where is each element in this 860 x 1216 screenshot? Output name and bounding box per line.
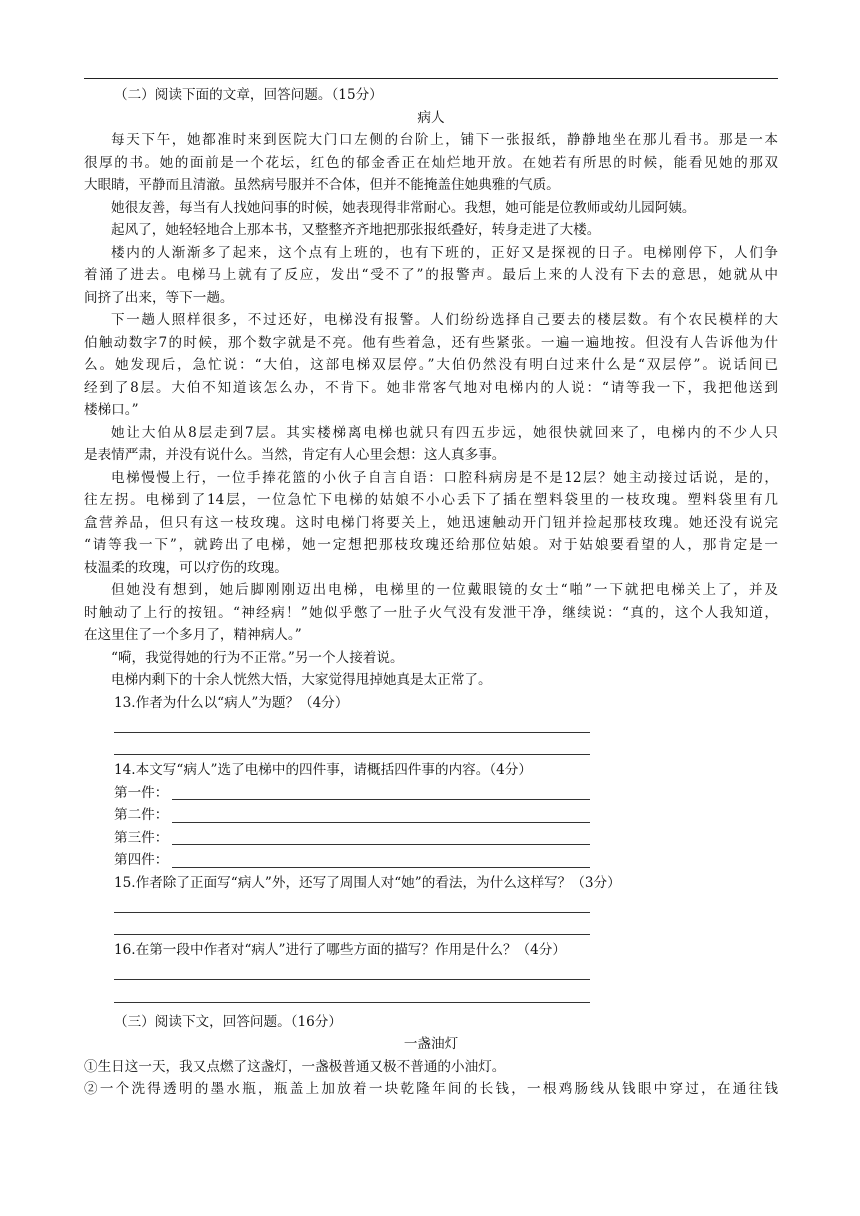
paragraph-line: 盒营养品，但只有这一枝玫瑰。这时电梯门将要关上，她迅速触动开门钮并捡起那枝玫瑰。她还没有说完 (84, 514, 778, 531)
paragraph-line: 起风了，她轻轻地合上那本书，又整整齐齐地把那张报纸叠好，转身走进了大楼。 (111, 222, 601, 238)
paragraph-line: 间挤了出来，等下一趟。 (84, 289, 234, 306)
paragraph-line: 下一趟人照样很多，不过还好，电梯没有报警。人们纷纷选择自己要去的楼层数。有个农民模样的大 (111, 312, 778, 328)
question-16: 16.在第一段中作者对“病人”进行了哪些方面的描写？作用是什么？（4分） (114, 942, 566, 958)
paragraph-line: 是表情严肃，并没有说什么。当然，肯定有人心里会想：这人真多事。 (84, 447, 506, 463)
paragraph-line: ①生日这一天，我又点燃了这盏灯，一盏极普通又极不普通的小油灯。 (84, 1058, 506, 1075)
paragraph-line: 她让大伯从8层走到7层。其实楼梯离电梯也就只有四五步远，她很快就回来了，电梯内的不少人只 (111, 424, 778, 441)
q14-item-label: 第一件： (114, 784, 169, 801)
answer-line-q16-2[interactable] (84, 984, 778, 1007)
paragraph-line: 在这里住了一个多月了，精神病人。” (84, 627, 302, 643)
paragraph-line: 电梯慢慢上行，一位手捧花篮的小伙子自言自语：口腔科病房是不是12层？她主动接过话说，是的， (111, 469, 778, 486)
section-3-heading: （三）阅读下文，回答问题。（16分） (114, 1013, 342, 1030)
paragraph-line: 楼内的人渐渐多了起来，这个点有上班的，也有下班的，正好又是探视的日子。电梯刚停下，人们争 (111, 244, 778, 261)
answer-line-q15-1[interactable] (84, 894, 778, 917)
page-content (84, 84, 778, 1101)
answer-line-q13-1[interactable] (84, 714, 778, 737)
paragraph-line: 经到了8层。大伯不知道该怎么办，不肯下。她非常客气地对电梯内的人说：“请等我一下，我把他送到 (84, 379, 778, 396)
paragraph-line: 往左拐。电梯到了14层，一位急忙下电梯的姑娘不小心丢下了插在塑料袋里的一枝玫瑰。塑料袋里有几 (84, 492, 778, 508)
q14-item-4 (84, 849, 778, 872)
paragraph-line: 大眼睛，平静而且清澈。虽然病号服并不合体，但并不能掩盖住她典雅的气质。 (84, 177, 560, 193)
answer-line-q14-3[interactable] (172, 844, 590, 845)
answer-line-q14-1[interactable] (172, 799, 590, 800)
paragraph-line: 时触动了上行的按钮。“神经病！”她似乎憋了一肚子火气没有发泄干净，继续说：“真的，这个人我知道， (84, 604, 778, 621)
answer-line-q13-2[interactable] (84, 737, 778, 760)
paragraph-line: “嗬，我觉得她的行为不正常。”另一个人接着说。 (111, 649, 404, 666)
paragraph-line: “请等我一下”，就跨出了电梯，她一定想把那枝玫瑰还给那位姑娘。对于姑娘要看望的人，那肯定是一 (84, 537, 778, 553)
question-15: 15.作者除了正面写“病人”外，还写了周围人对“她”的看法，为什么这样写？（3分） (114, 874, 621, 891)
article-body (84, 129, 778, 692)
paragraph-line: 电梯内剩下的十余人恍然大悟，大家觉得甩掉她真是太正常了。 (111, 672, 492, 688)
q14-item-3 (84, 827, 778, 850)
paragraph-line: 楼梯口。” (84, 402, 139, 418)
answer-line-q14-4[interactable] (172, 867, 590, 868)
q14-item-label: 第三件： (114, 829, 169, 846)
top-divider (84, 78, 778, 79)
answer-line-q16-1[interactable] (84, 962, 778, 985)
q14-item-label: 第二件： (114, 807, 169, 823)
paragraph-line: 每天下午，她都准时来到医院大门口左侧的台阶上，铺下一张报纸，静静地坐在那儿看书。那是一本 (111, 132, 778, 148)
paragraph-line: 枝温柔的玫瑰，可以疗伤的玫瑰。 (84, 559, 288, 576)
paragraph-line: 很厚的书。她的面前是一个花坛，红色的郁金香正在灿烂地开放。在她若有所思的时候，能看见她的那双 (84, 154, 778, 171)
paragraph-line: 她很友善，每当有人找她问事的时候，她表现得非常耐心。我想，她可能是位教师或幼儿园阿姨。 (111, 199, 696, 216)
paragraph-line: 但她没有想到，她后脚刚刚迈出电梯，电梯里的一位戴眼镜的女士“啪”一下就把电梯关上了，并及 (111, 582, 778, 598)
answer-line-q15-2[interactable] (84, 917, 778, 940)
paragraph-line: 么。她发现后，急忙说：“大伯，这部电梯双层停。”大伯仍然没有明白过来什么是“双层停”。说话间已 (84, 357, 778, 373)
article-title-bingren: 病人 (417, 109, 445, 126)
question-block (84, 692, 778, 1007)
section-2-heading: （二）阅读下面的文章，回答问题。（15分） (114, 87, 383, 103)
answer-line-q14-2[interactable] (172, 822, 590, 823)
article-title-youdeng: 一盏油灯 (403, 1036, 459, 1052)
paragraph-line: 着涌了进去。电梯马上就有了反应，发出“受不了”的报警声。最后上来的人没有下去的意思，她就从中 (84, 267, 778, 283)
question-14: 14.本文写“病人”选了电梯中的四件事，请概括四件事的内容。（4分） (114, 762, 532, 778)
paragraph-line: ②一个洗得透明的墨水瓶，瓶盖上加放着一块乾隆年间的长钱，一根鸡肠线从钱眼中穿过，在通往钱 (84, 1081, 778, 1097)
q14-item-2 (84, 804, 778, 827)
question-13: 13.作者为什么以“病人”为题？（4分） (114, 694, 349, 711)
q14-item-label: 第四件： (114, 852, 169, 868)
q14-item-1 (84, 782, 778, 805)
paragraph-line: 伯触动数字7的时候，那个数字就是不亮。他有些着急，还有些紧张。一遍一遍地按。但没有人告诉他为什 (84, 334, 778, 351)
